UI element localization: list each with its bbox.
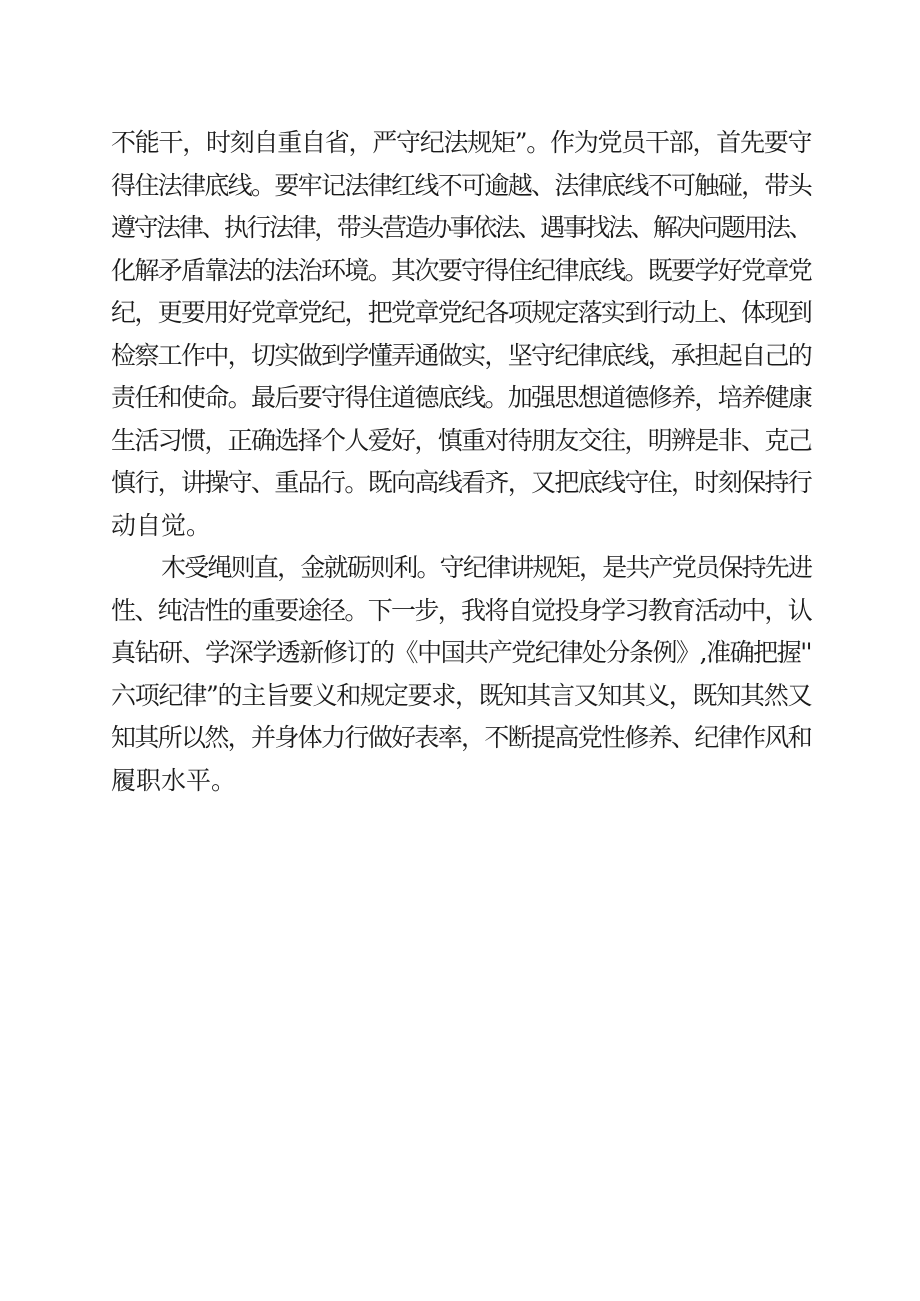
text-line: 检察工作中，切实做到学懂弄通做实，坚守纪律底线，承担起自己的 — [111, 340, 811, 370]
paragraph-1 — [111, 122, 811, 547]
document-body — [111, 122, 811, 802]
text-line: 真钻研、学深学透新修订的《中国共产党纪律处分条例》,准确把握'' — [111, 638, 811, 667]
text-line: 履职水平。 — [111, 765, 237, 795]
text-line: 纪，更要用好党章党纪，把党章党纪各项规定落实到行动上、体现到 — [111, 298, 811, 327]
text-line: 不能干，时刻自重自省，严守纪法规矩”。作为党员干部，首先要守 — [111, 128, 812, 157]
text-line: 六项纪律”的主旨要义和规定要求，既知其言又知其义，既知其然又 — [111, 680, 812, 710]
text-line: 得住法律底线。要牢记法律红线不可逾越、法律底线不可触碰，带头 — [111, 170, 811, 200]
text-line: 慎行，讲操守、重品行。既向高线看齐，又把底线守住，时刻保持行 — [111, 468, 811, 497]
text-line: 责任和使命。最后要守得住道德底线。加强思想道德修养，培养健康 — [111, 383, 811, 412]
text-line: 遵守法律、执行法律，带头营造办事依法、遇事找法、解决问题用法、 — [111, 213, 811, 242]
text-line: 动自觉。 — [111, 510, 212, 540]
text-line: 木受绳则直，金就砺则利。守纪律讲规矩，是共产党员保持先进 — [161, 553, 811, 582]
text-line: 化解矛盾靠法的法治环境。其次要守得住纪律底线。既要学好党章党 — [111, 255, 811, 285]
text-line: 性、纯洁性的重要途径。下一步，我将自觉投身学习教育活动中，认 — [111, 595, 811, 625]
paragraph-2 — [111, 547, 811, 802]
text-line: 知其所以然，并身体力行做好表率，不断提高党性修养、纪律作风和 — [111, 723, 811, 752]
text-line: 生活习惯，正确选择个人爱好，慎重对待朋友交往，明辨是非、克己 — [111, 425, 811, 455]
